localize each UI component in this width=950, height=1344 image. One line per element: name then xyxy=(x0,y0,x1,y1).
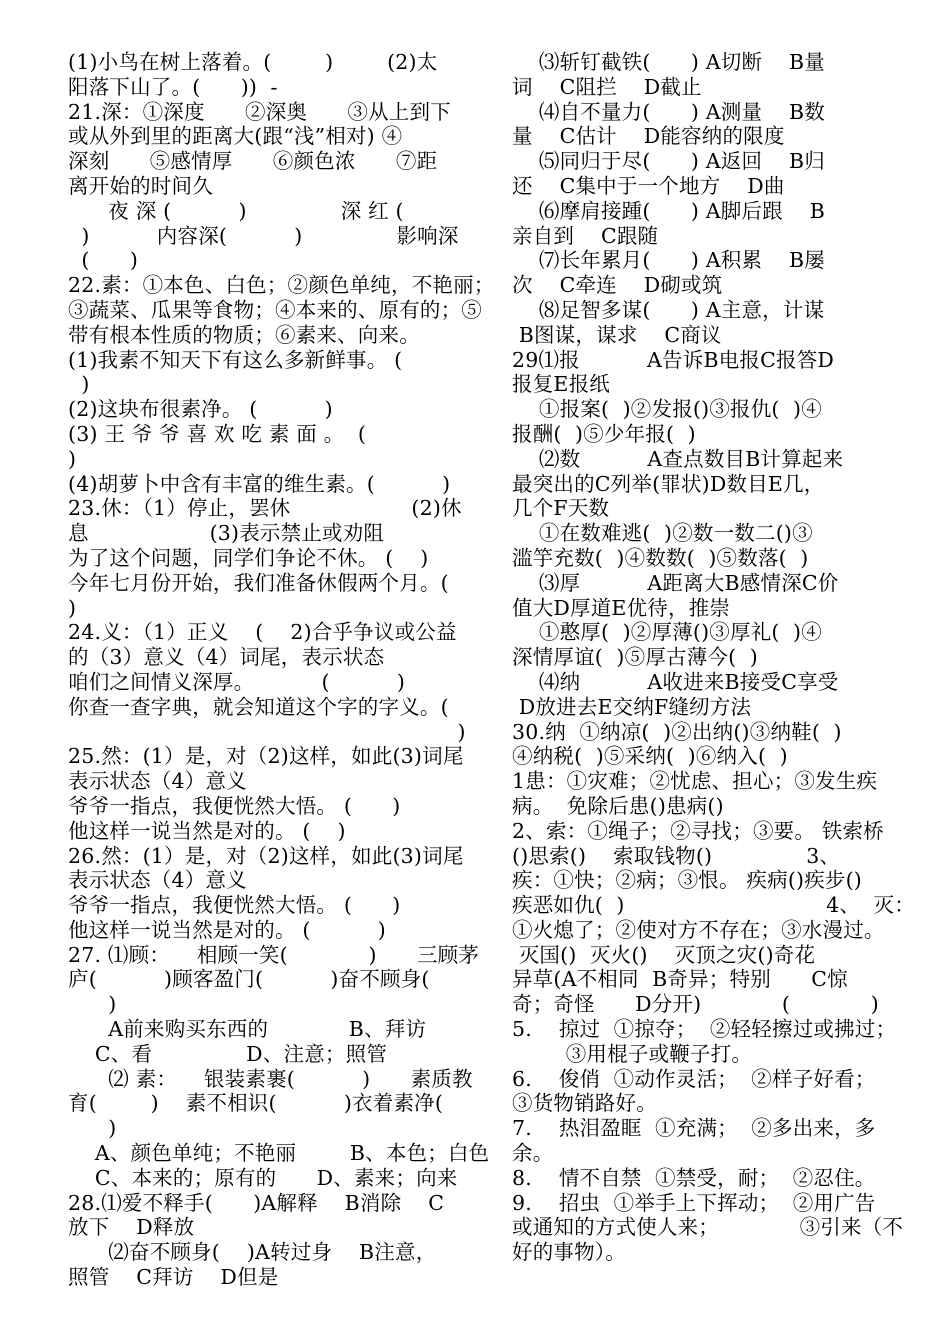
text-line: C、本来的；原有的 D、素来；向来 xyxy=(68,1165,458,1190)
text-line: C、看 D、注意；照管 xyxy=(68,1041,388,1066)
text-line: 的（3）意义（4）词尾，表示状态 xyxy=(68,645,385,670)
text-line: 你查一查字典，就会知道这个字的字义。( xyxy=(68,694,449,719)
text-line: 他这样一说当然是对的。 ( ) xyxy=(68,917,386,942)
text-line: 5. 掠过 ①掠夺； ②轻轻擦过或拂过； xyxy=(512,1017,897,1042)
text-line: 或通知的方式使人来； ③引来（不 xyxy=(512,1215,904,1240)
text-line: 24.义：（1）正义 ( 2)合乎争议或公益 xyxy=(68,620,457,645)
text-line: 报酬( )⑤少年报( ) xyxy=(512,421,696,446)
text-line: (4)胡萝卜中含有丰富的维生素。( ) xyxy=(68,471,451,496)
text-line: 庐( )顾客盈门( )奋不顾身( xyxy=(68,967,430,992)
left-column xyxy=(68,50,495,1290)
right-column xyxy=(512,50,915,1265)
text-line: 灭国() 灭火() 灭顶之灾()奇花 xyxy=(512,942,816,967)
text-line: ⑷自不量力( ) A测量 B数 xyxy=(512,99,826,124)
text-line: ⑵ 素： 银装素裹( ) 素质教 xyxy=(68,1066,473,1091)
text-line: 表示状态（4）意义 xyxy=(68,868,247,893)
text-line: 7. 热泪盈眶 ①充满； ②多出来，多 xyxy=(512,1116,876,1141)
text-line: 1患：①灾难；②忧虑、担心；③发生疾 xyxy=(512,769,878,794)
text-line: ①在数难逃( )②数一数二()③ xyxy=(512,521,813,546)
text-line: 离开始的时间久 xyxy=(68,173,213,198)
text-line: 2、索：①绳子；②寻找；③要。 铁索桥 xyxy=(512,818,884,843)
text-line: 疾恶如仇( ) 4、 灭： xyxy=(512,893,915,918)
text-line: ⑶斩钉截铁( ) A切断 B量 xyxy=(512,50,826,74)
text-line: 爷爷一指点，我便恍然大悟。 ( ) xyxy=(68,793,401,818)
text-line: ⑵数 A查点数目B计算起来 xyxy=(512,446,844,471)
text-line: ) xyxy=(68,992,117,1017)
text-line: 照管 C拜访 D但是 xyxy=(68,1265,279,1290)
text-line: ①报案( )②发报()③报仇( )④ xyxy=(512,397,822,422)
text-line: ) xyxy=(68,1116,117,1141)
text-line: 词 C阻拦 D截止 xyxy=(512,74,702,99)
text-line: ⑻足智多谋( ) A主意，计谋 xyxy=(512,297,825,322)
text-line: ⑺长年累月( ) A积累 B屡 xyxy=(512,248,826,273)
text-line: ) 内容深( ) 影响深 xyxy=(68,223,459,248)
text-line: ) xyxy=(68,719,466,744)
text-line: 好的事物）。 xyxy=(512,1240,626,1265)
text-line: ⑸同归于尽( ) A返回 B归 xyxy=(512,149,826,174)
text-line: ⑶厚 A距离大B感情深C价 xyxy=(512,570,839,595)
text-line: 阳落下山了。( )) - xyxy=(68,74,278,99)
text-line: 27. ⑴顾： 相顾一笑( ) 三顾茅 xyxy=(68,942,480,967)
text-line: ①火熄了；②使对方不存在；③水漫过。 xyxy=(512,917,885,942)
text-line: 深刻 ⑤感情厚 ⑥颜色浓 ⑦距 xyxy=(68,149,438,174)
text-line: 几个F天数 xyxy=(512,496,610,521)
text-line: ⑹摩肩接踵( ) A脚后跟 B xyxy=(512,198,826,223)
text-line: 26.然：(1）是，对（2)这样，如此(3)词尾 xyxy=(68,843,464,868)
text-line: 亲自到 C跟随 xyxy=(512,223,659,248)
text-line: 夜 深 ( ) 深 红 ( xyxy=(68,198,404,223)
text-line: D放进去E交纳F缝纫方法 xyxy=(512,694,752,719)
text-line: 疾：①快；②病；③恨。 疾病()疾步() xyxy=(512,868,863,893)
text-line: ( ) xyxy=(68,248,139,273)
text-line: 9. 招虫 ①举手上下挥动； ②用广告 xyxy=(512,1190,876,1215)
text-line: (3) 王 爷 爷 喜 欢 吃 素 面 。 ( xyxy=(68,421,367,446)
text-line: 息 (3)表示禁止或劝阻 xyxy=(68,521,385,546)
text-line: 25.然：(1）是，对（2)这样，如此(3)词尾 xyxy=(68,744,464,769)
text-line: ) xyxy=(68,372,90,397)
text-line: A前来购买东西的 B、拜访 xyxy=(68,1017,427,1042)
text-line: 他这样一说当然是对的。 ( ) xyxy=(68,818,346,843)
text-line: 或从外到里的距离大(跟“浅”相对) ④ xyxy=(68,124,403,149)
text-line: 值大D厚道E优待，推崇 xyxy=(512,595,731,620)
text-line: 21.深：①深度 ②深奥 ③从上到下 xyxy=(68,99,451,124)
text-line: ③货物销路好。 xyxy=(512,1091,657,1116)
text-line: 6. 俊俏 ①动作灵活； ②样子好看； xyxy=(512,1066,876,1091)
text-line: 8. 情不自禁 ①禁受，耐； ②忍住。 xyxy=(512,1165,876,1190)
text-line: ) xyxy=(68,446,77,471)
text-line: 奇；奇怪 D分开) ( ) xyxy=(512,992,879,1017)
text-line: 22.素：①本色、白色；②颜色单纯，不艳丽； xyxy=(68,273,495,298)
text-line: 余。 xyxy=(512,1141,554,1166)
text-line: (2)这块布很素净。 ( ) xyxy=(68,397,333,422)
text-line: 28.⑴爱不释手( )A解释 B消除 C xyxy=(68,1190,445,1215)
text-line: A、颜色单纯；不艳丽 B、本色；白色 xyxy=(68,1141,490,1166)
text-line: 30.纳 ①纳凉( )②出纳()③纳鞋( ) xyxy=(512,719,842,744)
text-line: 咱们之间情义深厚。 ( ) xyxy=(68,669,406,694)
text-line: 带有根本性质的物质；⑥素来、向来。 xyxy=(68,322,420,347)
text-line: 今年七月份开始，我们准备休假两个月。( xyxy=(68,570,449,595)
text-line: 量 C估计 D能容纳的限度 xyxy=(512,124,785,149)
text-line: 29⑴报 A告诉B电报C报答D xyxy=(512,347,835,372)
text-line: 育( ) 素不相识( )衣着素净( xyxy=(68,1091,444,1116)
text-line: 病。 免除后患()患病() xyxy=(512,793,724,818)
text-line: ③用棍子或鞭子打。 xyxy=(512,1041,753,1066)
text-line: ()思索() 索取钱物() 3、 xyxy=(512,843,841,868)
text-line: 放下 D释放 xyxy=(68,1215,195,1240)
text-line: 为了这个问题，同学们争论不休。 ( ) xyxy=(68,545,429,570)
text-line: 23.休：（1）停止，罢休 (2)休 xyxy=(68,496,462,521)
text-line: 异草(A不相同 B奇异；特别 C惊 xyxy=(512,967,848,992)
text-line: 还 C集中于一个地方 D曲 xyxy=(512,173,785,198)
text-line: ④纳税( )⑤采纳( )⑥纳入( ) xyxy=(512,744,788,769)
text-line: ⑵奋不顾身( )A转过身 B注意， xyxy=(68,1240,437,1265)
text-line: 表示状态（4）意义 xyxy=(68,769,247,794)
text-line: 滥竽充数( )④数数( )⑤数落( ) xyxy=(512,545,809,570)
text-line: ⑷纳 A收进来B接受C享受 xyxy=(512,669,839,694)
text-line: 次 C牵连 D砌或筑 xyxy=(512,273,723,298)
text-line: 爷爷一指点，我便恍然大悟。 ( ) xyxy=(68,893,401,918)
text-line: B图谋，谋求 C商议 xyxy=(512,322,722,347)
text-line: ①憨厚( )②厚薄()③厚礼( )④ xyxy=(512,620,822,645)
text-line: (1)我素不知天下有这么多新鲜事。 ( xyxy=(68,347,403,372)
text-line: (1)小鸟在树上落着。( ) (2)太 xyxy=(68,50,438,74)
text-line: 最突出的C列举(罪状)D数目E几， xyxy=(512,471,825,496)
text-line: 深情厚谊( )⑤厚古薄今( ) xyxy=(512,645,758,670)
text-line: ③蔬菜、瓜果等食物；④本来的、原有的；⑤ xyxy=(68,297,482,322)
text-line: ) xyxy=(68,595,77,620)
text-line: 报复E报纸 xyxy=(512,372,610,397)
